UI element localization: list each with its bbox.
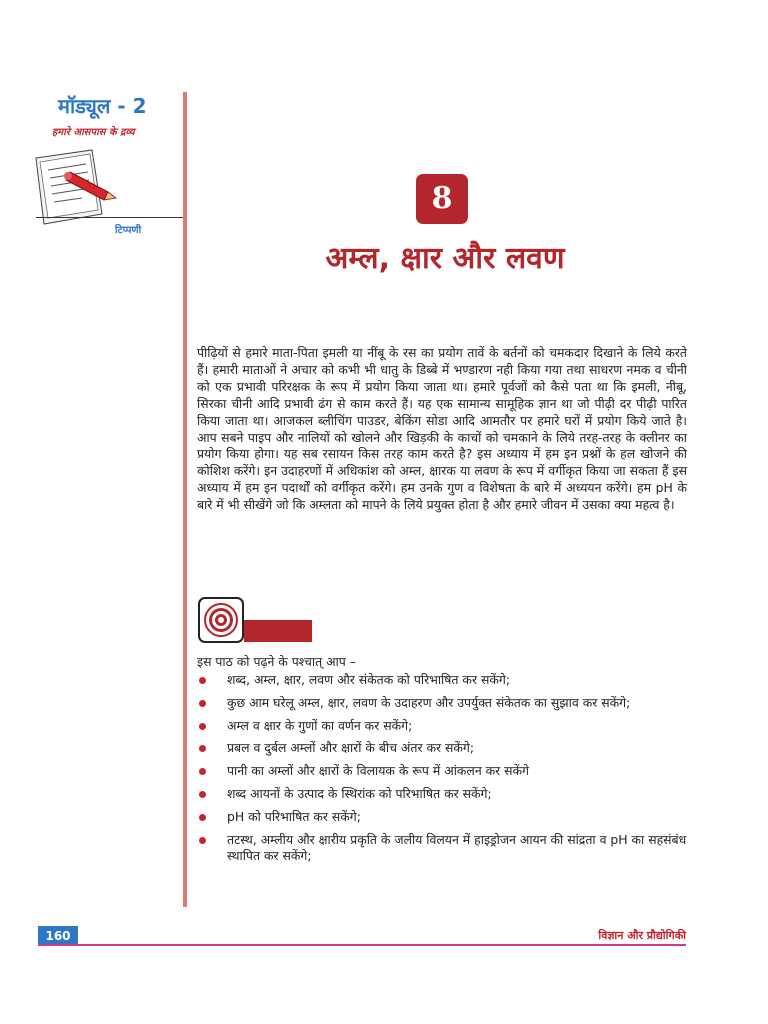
bullet-icon	[199, 723, 206, 730]
objectives-intro: इस पाठ को पढ़ने के पश्चात् आप –	[197, 654, 356, 669]
bullet-icon	[199, 677, 206, 684]
list-item: तटस्थ, अम्लीय और क्षारीय प्रकृति के जलीय विलयन में हाइड्रोजन आयन की सांद्रता व pH का सहसंबंध स्थापित कर सकेंगे;	[197, 832, 687, 864]
list-item: अम्ल व क्षार के गुणों का वर्णन कर सकेंगे;	[197, 718, 687, 734]
objectives-list	[197, 672, 687, 870]
list-item: pH को परिभाषित कर सकेंगे;	[197, 809, 687, 825]
bullet-icon	[199, 700, 206, 707]
footer-subject: विज्ञान और प्रौद्योगिकी	[598, 929, 686, 942]
target-icon	[198, 597, 244, 643]
bullet-icon	[199, 837, 206, 844]
bullet-icon	[199, 791, 206, 798]
intro-paragraph	[197, 345, 687, 514]
list-item: शब्द, अम्ल, क्षार, लवण और संकेतक को परिभाषित कर सकेंगे;	[197, 672, 687, 688]
bullet-icon	[199, 768, 206, 775]
page-number: 160	[38, 926, 78, 946]
notes-pencil-icon	[30, 148, 120, 228]
footer-rule	[38, 944, 686, 946]
bullet-icon	[199, 814, 206, 821]
list-item: प्रबल व दुर्बल अम्लों और क्षारों के बीच अंतर कर सकेंगे;	[197, 740, 687, 756]
margin-rule	[183, 92, 187, 907]
list-item: पानी का अम्लों और क्षारों के विलायक के रूप में आंकलन कर सकेंगे	[197, 763, 687, 779]
chapter-number-badge: 8	[416, 174, 468, 224]
list-item: शब्द आयनों के उत्पाद के स्थिरांक को परिभाषित कर सकेंगे;	[197, 786, 687, 802]
module-subtitle: हमारे आसपास के द्रव्य	[52, 127, 135, 138]
list-item: कुछ आम घरेलू अम्ल, क्षार, लवण के उदाहरण और उपर्युक्त संकेतक का सुझाव कर सकेंगे;	[197, 695, 687, 711]
intro-text: पीढ़ियों से हमारे माता-पिता इमली या नींबू के रस का प्रयोग तावें के बर्तनों को चमकदार दिखाने के लिये करते हैं। हमारी माताओं ने अचार को कभी भी धातु के डिब्बे में भण्डारण नही किया गया तथा साधरण नमक व चीनी को एक प्रभावी परिरक्षक के रूप में प्रयोग किया जाता था। हमारे पूर्वजों को कैसे पता था कि इमली, नीबू, सिरका चीनी आदि प्रभावी ढंग से काम करते हैं। यह एक सामान्य सामूहिक ज्ञान था जो पीढ़ी दर पीढ़ी पारित किया जाता था। आजकल ब्लीचिंग पाउडर, बेकिंग सोडा आदि आमतौर पर हमारे घरों में प्रयोग किये जाते है। आप सबने पाइप और नालियों को खोलने और खिड़की के काचों को चमकाने के लिये तरह-तरह के क्लीनर का प्रयोग किया होगा। यह सब रसायन किस तरह काम करते है? इस अध्याय में हम इन प्रश्नों के हल खोजने की कोशिश करेंगे। इन उदाहरणों में अधिकांश को अम्ल, क्षारक या लवण के रूप में वर्गीकृत किया जा सकता हैं इस अध्याय में हम इन पदार्थों को वर्गीकृत करेंगे। हम उनके गुण व विशेषता के बारे में अध्ययन करेंगे। हम pH के बारे में भी सीखेंगे जो कि अम्लता को मापने के लिये प्रयुक्त होता है और हमारे जीवन में उसका क्या महत्व है।	[197, 345, 687, 513]
chapter-title: अम्ल, क्षार और लवण	[325, 241, 565, 276]
objectives-header-bar	[244, 620, 312, 642]
bullet-icon	[199, 745, 206, 752]
module-title: मॉड्यूल - 2	[58, 94, 147, 118]
sidebar-divider	[36, 217, 186, 218]
notes-label: टिप्पणी	[115, 225, 142, 236]
